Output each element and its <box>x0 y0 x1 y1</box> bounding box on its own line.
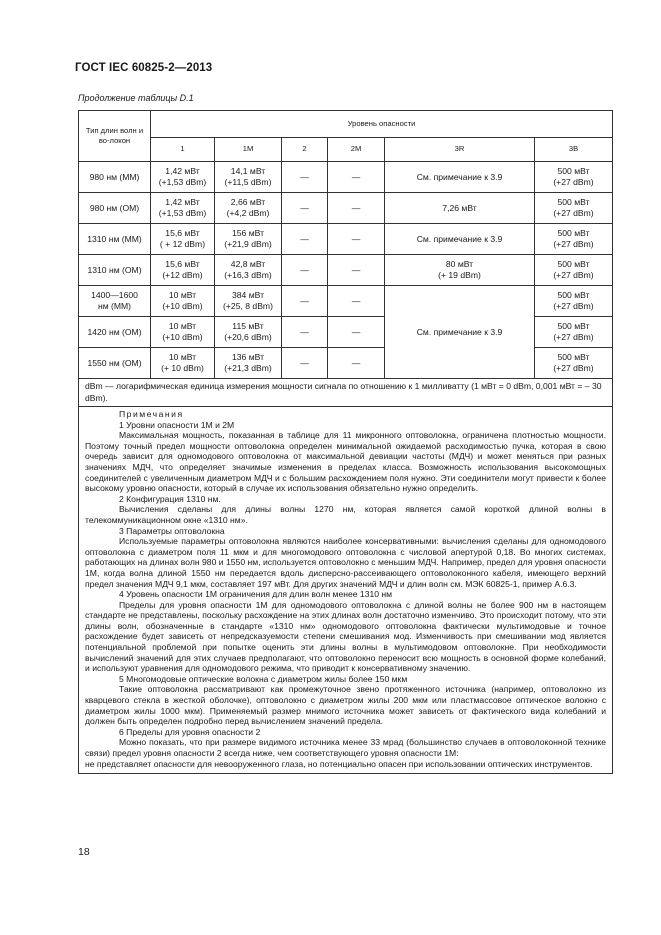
note-1-text: Максимальная мощность, показанная в таблице для 11 микронного оптоволокна, ограничена плотностью мощности. Поэтому точный предел мощности оптоволокна определен минимальной ожидаемой расходимостью пучка, которая в свою очередь зависит для одномодового оптоволокна от максимальной девиации частоты (МДЧ) и может меняться при разных значениях МДЧ, что определяет значимые изменения в пределах класса. Возможность использования высокомощных соединителей с увеличенным диаметром МДЧ и с большим расхождением поля нужно. Эти соединители могут привести к более высокому уровню опасности, который в случае их использования обязательно нужно определить. <box>85 430 606 494</box>
level-3b-cell: 500 мВт (+27 dBm) <box>535 162 613 193</box>
level-header-3b: 3B <box>535 138 613 162</box>
level-2m-cell: — <box>328 224 385 255</box>
level-1m-cell: 2,66 мВт (+4,2 dBm) <box>215 193 282 224</box>
note-6-text-continued: не представляет опасности для невооруженного глаза, но потенциально опасен при использовании оптических инструментов. <box>85 758 593 769</box>
note-2-title: 2 Конфигурация 1310 нм. <box>119 493 221 504</box>
level-2m-cell: — <box>328 255 385 286</box>
level-2m-cell: — <box>328 317 385 348</box>
fiber-type-cell: 980 нм (ОМ) <box>79 193 151 224</box>
table-row <box>79 162 613 193</box>
level-3b-cell: 500 мВт (+27 dBm) <box>535 255 613 286</box>
level-1-cell: 15,6 мВт ( + 12 dBm) <box>151 224 215 255</box>
level-1m-cell: 14,1 мВт (+11,5 dBm) <box>215 162 282 193</box>
level-1-cell: 10 мВт (+10 dBm) <box>151 286 215 317</box>
fiber-type-cell: 1420 нм (ОМ) <box>79 317 151 348</box>
document-title: ГОСТ IEC 60825-2—2013 <box>75 62 213 74</box>
table-row <box>79 286 613 317</box>
hazard-level-group-header: Уровень опасности <box>151 111 613 138</box>
note-2-text: Вычисления сделаны для длины волны 1270 нм, которая является самой короткой длиной волны в телекоммуникационном окне «1310 нм». <box>85 504 606 525</box>
level-1m-cell: 115 мВт (+20,6 dBm) <box>215 317 282 348</box>
level-1m-cell: 384 мВт (+25, 8 dBm) <box>215 286 282 317</box>
note-5-text: Такие оптоволокна рассматривают как промежуточное звено протяженного источника (например, оптоволокно из кварцевого стекла в жесткой оболочке), оптоволокно с диаметром жилы 200 мкм или пластмассовое оптическое волокно с диаметром жилы 1000 мкм). Применяемый размер мнимого источника может зависеть от фактического вида колебаний и должен быть определен подробно перед вычислением значений предела. <box>85 684 606 727</box>
level-1-cell: 10 мВт (+ 10 dBm) <box>151 348 215 379</box>
level-header-1m: 1М <box>215 138 282 162</box>
level-3r-cell: См. примечание к 3.9 <box>385 162 535 193</box>
level-2-cell: — <box>282 224 328 255</box>
page-number: 18 <box>78 846 90 858</box>
level-header-2m: 2М <box>328 138 385 162</box>
level-2-cell: — <box>282 193 328 224</box>
level-2m-cell: — <box>328 348 385 379</box>
note-6-title: 6 Пределы для уровня опасности 2 <box>119 726 261 737</box>
level-2m-cell: — <box>328 193 385 224</box>
dbm-definition: dBm — логарифмическая единица измерения мощности сигнала по отношению к 1 милливатту (1 мВт = 0 dBm, 0,001 мВт = – 30 dBm). <box>79 379 613 407</box>
level-1m-cell: 136 мВт (+21,3 dBm) <box>215 348 282 379</box>
fiber-type-cell: 1400—1600 нм (ММ) <box>79 286 151 317</box>
level-2m-cell: — <box>328 286 385 317</box>
level-1-cell: 1,42 мВт (+1,53 dBm) <box>151 193 215 224</box>
fiber-type-cell: 1550 нм (ОМ) <box>79 348 151 379</box>
dbm-definition-row <box>79 379 613 407</box>
level-2m-cell: — <box>328 162 385 193</box>
note-1-title: 1 Уровни опасности 1М и 2М <box>119 419 235 430</box>
level-3b-cell: 500 мВт (+27 dBm) <box>535 348 613 379</box>
wavelength-fiber-type-header: Тип длин волн и во-локон <box>79 111 151 162</box>
level-2-cell: — <box>282 286 328 317</box>
table-row <box>79 193 613 224</box>
level-1m-cell: 42,8 мВт (+16,3 dBm) <box>215 255 282 286</box>
level-3b-cell: 500 мВт (+27 dBm) <box>535 193 613 224</box>
level-3b-cell: 500 мВт (+27 dBm) <box>535 317 613 348</box>
note-3-text: Используемые параметры оптоволокна являются наиболее консервативными: вычисления сделаны для одномодового оптоволокна с диаметром поля 11 мкм и для многомодового оптоволокна с числовой апертурой 0,18. Во многих системах, работающих на длинах волн 980 и 1550 нм, используется оптоволокно с меньшим МДЧ. Например, предел для уровня опасности 1М, когда волна длиной 1550 нм передается вдоль дисперсно-рассеивающего оптоволоконного кабеля, имеющего верхний предел значения МДЧ 9,1 мкм, составляет 197 мВт. Для других значений МДЧ и длин волн см. МЭК 60825-1, пример А.6.3. <box>85 536 606 589</box>
level-3b-cell: 500 мВт (+27 dBm) <box>535 224 613 255</box>
level-3r-merged-cell: См. примечание к 3.9 <box>385 286 535 379</box>
level-3r-cell: 80 мВт (+ 19 dBm) <box>385 255 535 286</box>
level-2-cell: — <box>282 162 328 193</box>
fiber-type-cell: 1310 нм (ММ) <box>79 224 151 255</box>
level-1m-cell: 156 мВт (+21,9 dBm) <box>215 224 282 255</box>
level-header-3r: 3R <box>385 138 535 162</box>
table-row <box>79 224 613 255</box>
table-row <box>79 255 613 286</box>
level-1-cell: 15,6 мВт (+12 dBm) <box>151 255 215 286</box>
hazard-level-table <box>78 110 613 774</box>
fiber-type-cell: 980 нм (ММ) <box>79 162 151 193</box>
level-3r-cell: 7,26 мВт <box>385 193 535 224</box>
level-3b-cell: 500 мВт (+27 dBm) <box>535 286 613 317</box>
notes-heading: Примечания <box>119 409 184 419</box>
fiber-type-cell: 1310 нм (ОМ) <box>79 255 151 286</box>
level-3r-cell: См. примечание к 3.9 <box>385 224 535 255</box>
note-3-title: 3 Параметры оптоволокна <box>119 525 225 536</box>
table-continuation-caption: Продолжение таблицы D.1 <box>78 93 194 103</box>
note-6-text: Можно показать, что при размере видимого источника менее 33 мрад (большинство случаев в оптоволоконной технике связи) предел уровня опасности 2 всегда ниже, чем соответствующего уровня опасности 1М: <box>85 737 606 758</box>
notes-block <box>79 407 613 774</box>
level-header-1: 1 <box>151 138 215 162</box>
note-4-text: Пределы для уровня опасности 1М для одномодового оптоволокна с длиной волны не более 900 нм в настоящем стандарте не представлены, поскольку расхождение на этих длинах волн достаточно изменчиво. Это происходит потому, что эти длины волн, обозначенные в стандарте «1310 нм» одномодового оптоволокна фактически мультимодовые и точное расхождение будет зависеть от непредсказуемости степени смешивания мод. Изменчивость при смешивании мод является потенциальной проблемой при попытке оценить эти длины волны в мультимодовом оптоволокне. При необходимости вычислений значений для этих случаев предполагают, что оптоволокно переносит всю мощность в основной форме колебаний, и используют уравнения для одномодового режима, что приводит к консервативному значению. <box>85 599 606 674</box>
notes-row <box>79 407 613 774</box>
level-2-cell: — <box>282 348 328 379</box>
note-5-title: 5 Многомодовые оптические волокна с диаметром жилы более 150 мкм <box>119 673 408 684</box>
level-2-cell: — <box>282 255 328 286</box>
level-2-cell: — <box>282 317 328 348</box>
level-1-cell: 10 мВт (+10 dBm) <box>151 317 215 348</box>
level-1-cell: 1,42 мВт (+1,53 dBm) <box>151 162 215 193</box>
level-header-2: 2 <box>282 138 328 162</box>
note-4-title: 4 Уровень опасности 1М ограничения для длин волн менее 1310 нм <box>119 589 393 600</box>
